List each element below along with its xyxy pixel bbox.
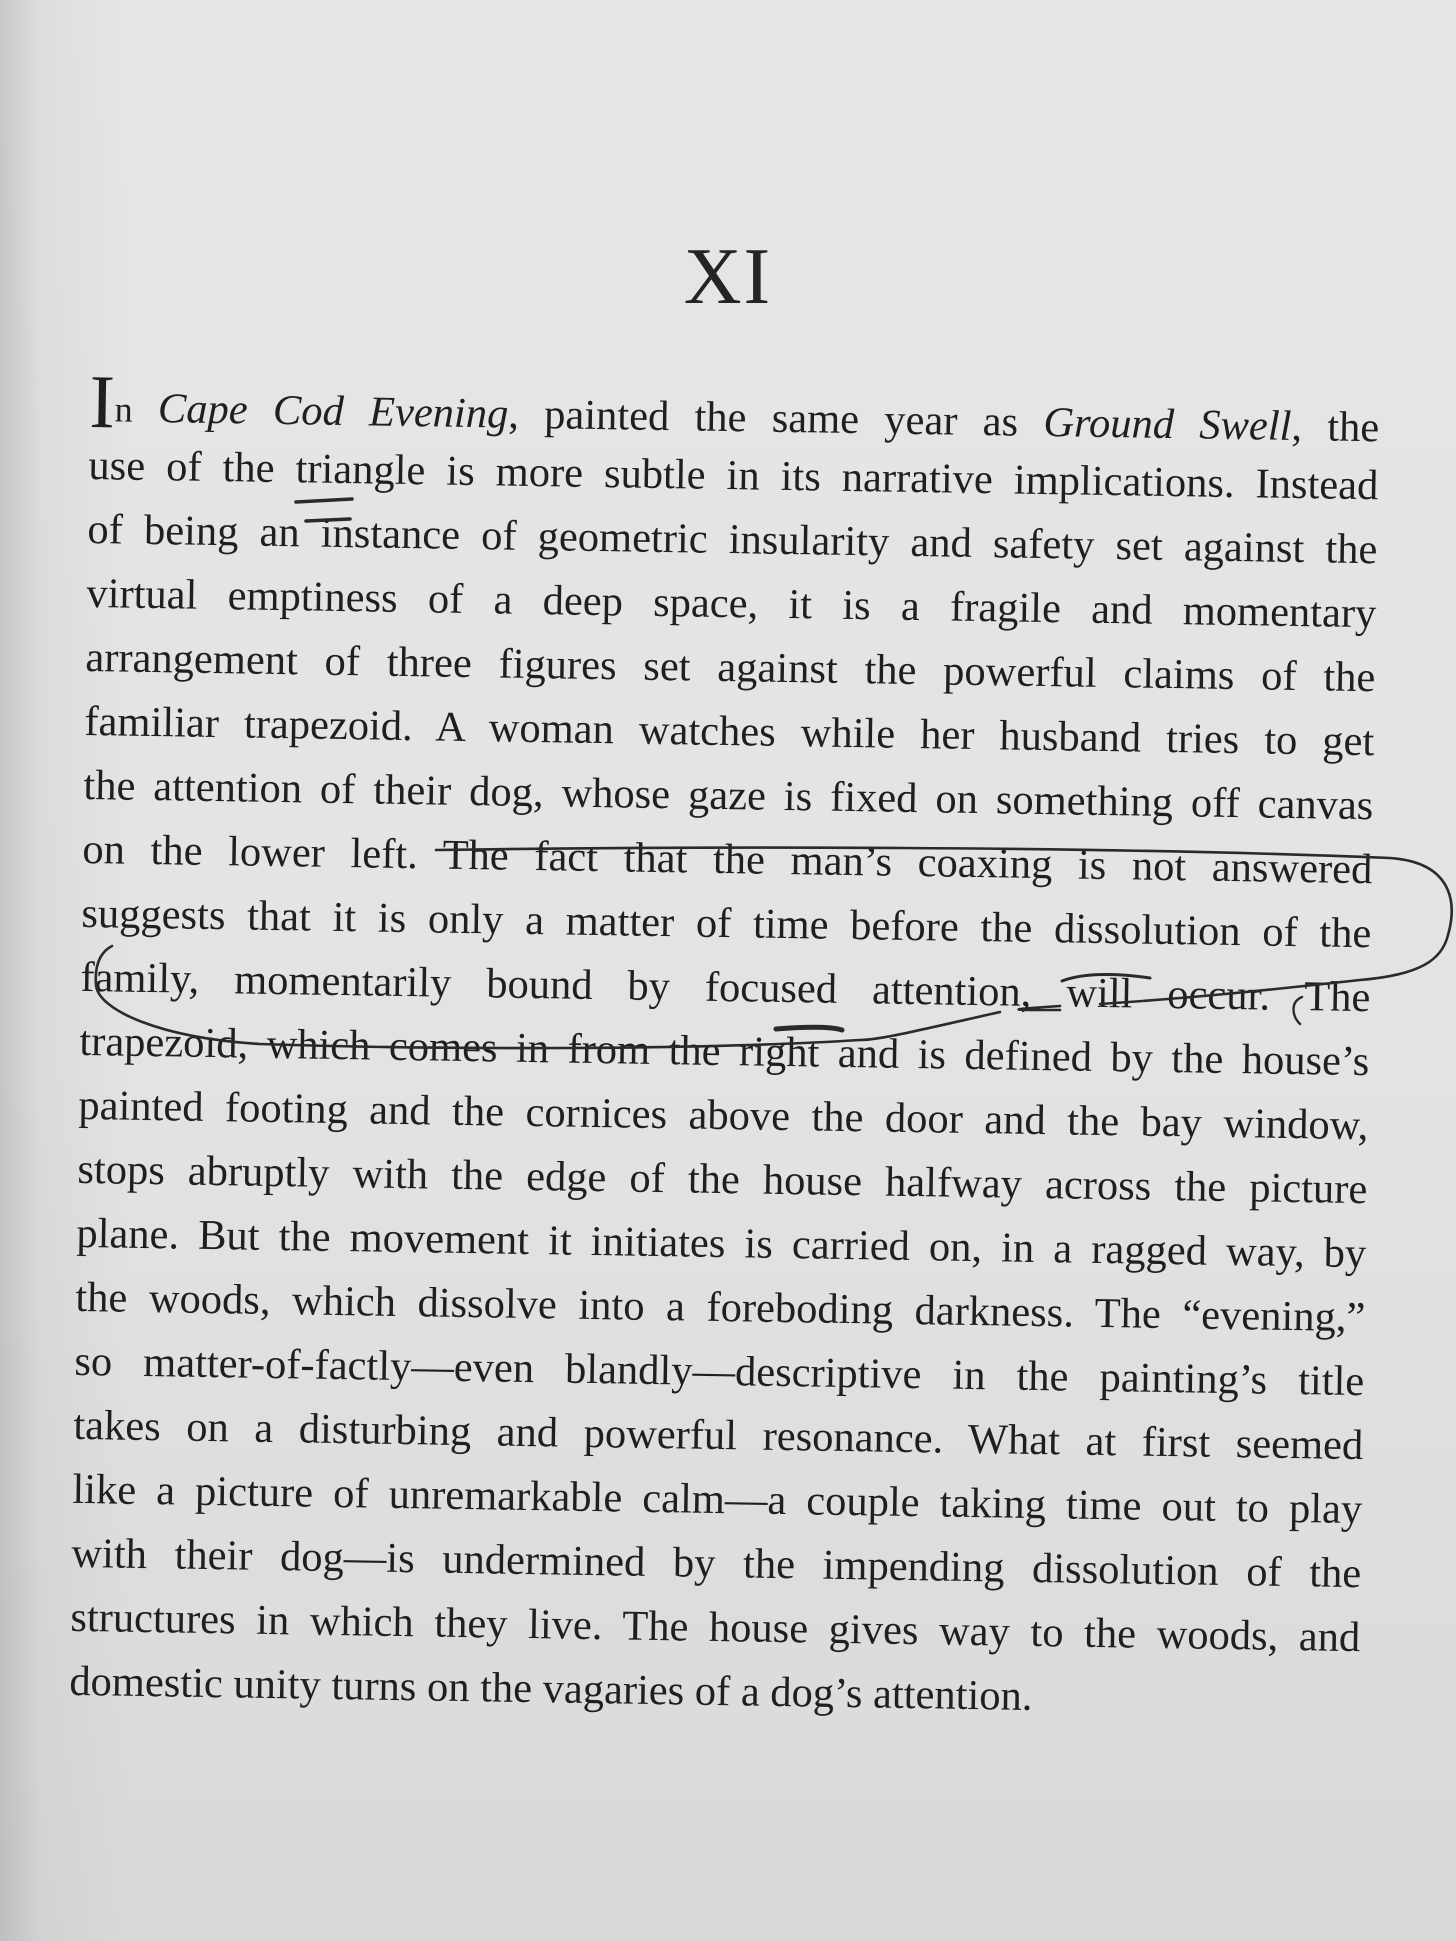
paragraph-line: on the lower left. The fact that the man’s coaxing is not answered <box>82 825 1373 894</box>
paragraph-line: the woods, which dissolve into a foreboding darkness. The “evening,” <box>75 1273 1366 1342</box>
paragraph-line: painted footing and the cornices above the door and the bay window, <box>78 1081 1369 1150</box>
paragraph-line: structures in which they live. The house gives way to the woods, and <box>70 1593 1361 1662</box>
paragraph-line: trapezoid, which comes in from the right and is defined by the house’s <box>79 1017 1370 1086</box>
paragraph-line: plane. But the movement it initiates is carried on, in a ragged way, by <box>76 1209 1367 1278</box>
paragraph-line: so matter-of-factly—even blandly—descriptive in the painting’s title <box>74 1337 1365 1406</box>
paragraph-line: suggests that it is only a matter of time before the dissolution of the <box>81 889 1372 958</box>
paragraph-line: the attention of their dog, whose gaze is fixed on something off canvas <box>83 761 1374 830</box>
paragraph-line: with their dog—is undermined by the impending dissolution of the <box>71 1529 1362 1598</box>
small-caps-letter: n <box>114 389 134 430</box>
paragraph-line: virtual emptiness of a deep space, it is a fragile and momentary <box>86 569 1377 638</box>
paragraph-line: familiar trapezoid. A woman watches while her husband tries to get <box>84 697 1375 766</box>
paragraph-line: of being an instance of geometric insularity and safety set against the <box>87 505 1378 574</box>
paragraph-line: like a picture of unremarkable calm—a couple taking time out to play <box>72 1465 1363 1534</box>
painting-title-ground-swell: Ground Swell <box>1043 398 1292 450</box>
paragraph-line: use of the triangle is more subtle in its narrative implications. Instead <box>88 441 1379 510</box>
paragraph-line: stops abruptly with the edge of the house halfway across the picture <box>77 1145 1368 1214</box>
drop-cap: I <box>88 360 116 445</box>
painting-title-cape-cod-evening: Cape Cod Evening <box>157 385 509 438</box>
line-1-text-b: , painted the same year as <box>507 390 1044 446</box>
paragraph-line-last: domestic unity turns on the vagaries of a dog’s attention. <box>69 1657 1033 1720</box>
paragraph-line: family, momentarily bound by focused attention, will occur. The <box>80 953 1371 1022</box>
body-paragraph <box>69 360 1390 1734</box>
chapter-numeral: XI <box>683 233 773 321</box>
line-1-text-d: , the <box>1291 402 1380 452</box>
paragraph-line: arrangement of three figures set against the powerful claims of the <box>85 633 1376 702</box>
paragraph-line: takes on a disturbing and powerful resonance. What at first seemed <box>73 1401 1364 1470</box>
